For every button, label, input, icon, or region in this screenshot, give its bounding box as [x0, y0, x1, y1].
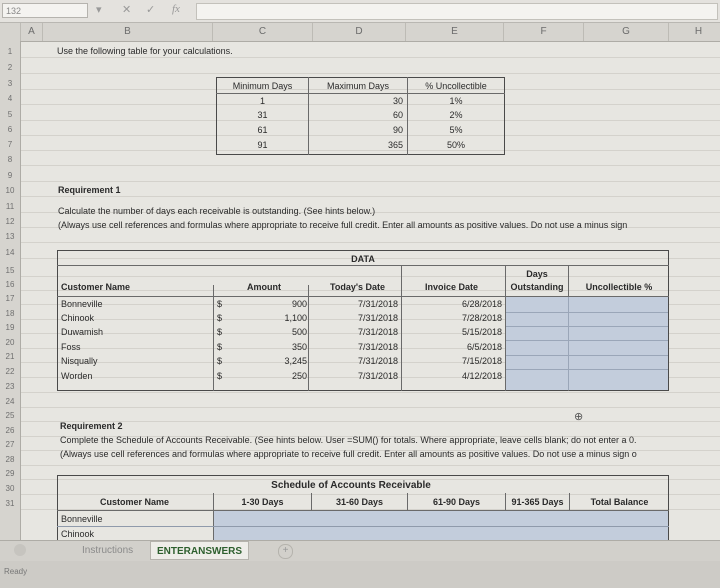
- row-header[interactable]: 13: [5, 232, 15, 241]
- invoice-date-cell[interactable]: 6/5/2018: [466, 342, 502, 352]
- schedule-header-91-365: 91-365 Days: [511, 497, 564, 507]
- currency-symbol[interactable]: $: [217, 371, 223, 381]
- row-header[interactable]: 30: [5, 484, 15, 493]
- column-header-e[interactable]: E: [406, 23, 504, 41]
- customer-name-cell[interactable]: Worden: [61, 371, 93, 381]
- invoice-date-cell[interactable]: 7/15/2018: [461, 356, 502, 366]
- row-header[interactable]: 6: [7, 125, 13, 134]
- amount-cell[interactable]: 500: [291, 327, 307, 337]
- amount-cell[interactable]: 3,245: [284, 356, 307, 366]
- schedule-header-name: Customer Name: [100, 497, 170, 507]
- currency-symbol[interactable]: $: [217, 313, 223, 323]
- today-date-cell[interactable]: 7/31/2018: [357, 356, 398, 366]
- row-header[interactable]: 5: [7, 110, 13, 119]
- column-header-c[interactable]: C: [213, 23, 313, 41]
- days-header-pct: % Uncollectible: [425, 81, 487, 91]
- customer-name-cell[interactable]: Nisqually: [61, 356, 98, 366]
- row-header[interactable]: 9: [7, 171, 13, 180]
- currency-symbol[interactable]: $: [217, 342, 223, 352]
- customer-name-cell[interactable]: Foss: [61, 342, 81, 352]
- days-cell[interactable]: 60: [392, 110, 403, 120]
- req2-title: Requirement 2: [60, 421, 123, 431]
- row-header[interactable]: 11: [5, 202, 15, 211]
- worksheet-grid[interactable]: [21, 42, 720, 540]
- column-header-a[interactable]: A: [21, 23, 43, 41]
- row-header[interactable]: 25: [5, 411, 15, 420]
- today-date-cell[interactable]: 7/31/2018: [357, 313, 398, 323]
- column-header-d[interactable]: D: [313, 23, 406, 41]
- customer-name-cell[interactable]: Duwamish: [61, 327, 104, 337]
- row-header[interactable]: 24: [5, 397, 15, 406]
- amount-cell[interactable]: 1,100: [284, 313, 307, 323]
- data-header-outstanding: Outstanding: [510, 282, 564, 292]
- days-cell[interactable]: 1: [259, 96, 265, 106]
- customer-name-cell[interactable]: Chinook: [61, 313, 95, 323]
- req1-title: Requirement 1: [58, 185, 121, 195]
- row-header[interactable]: 15: [5, 266, 15, 275]
- req2-line1: Complete the Schedule of Accounts Receivable. (See hints below. User =SUM() for totals. Where appropriate, leave cells blank; do not enter a 0.: [60, 435, 637, 445]
- schedule-title: Schedule of Accounts Receivable: [271, 480, 431, 491]
- row-header[interactable]: 18: [5, 309, 15, 318]
- row-header[interactable]: 20: [5, 338, 15, 347]
- add-sheet-icon[interactable]: +: [278, 544, 293, 559]
- schedule-name-cell[interactable]: Chinook: [61, 529, 95, 539]
- req1-line2: (Always use cell references and formulas where appropriate to receive full credit. Enter all amounts as positive values. Do not use a minus sign: [58, 220, 628, 230]
- row-header[interactable]: 1: [7, 47, 13, 56]
- answer-input-area[interactable]: [506, 297, 668, 390]
- row-header[interactable]: 7: [7, 140, 13, 149]
- dropdown-arrow-icon[interactable]: ▾: [96, 4, 102, 16]
- tab-instructions[interactable]: Instructions: [82, 545, 134, 556]
- column-header-g[interactable]: G: [584, 23, 669, 41]
- column-headers: [0, 23, 720, 42]
- data-header-amount: Amount: [247, 282, 281, 292]
- row-header[interactable]: 23: [5, 382, 15, 391]
- invoice-date-cell[interactable]: 5/15/2018: [461, 327, 502, 337]
- row-header[interactable]: 22: [5, 367, 15, 376]
- confirm-check-icon[interactable]: ✓: [146, 4, 156, 16]
- status-text: Ready: [4, 567, 28, 576]
- row-headers: [0, 41, 21, 561]
- row-header[interactable]: 27: [5, 440, 15, 449]
- name-box[interactable]: 132: [2, 3, 88, 18]
- row-header[interactable]: 17: [5, 294, 15, 303]
- row-header[interactable]: 2: [7, 63, 13, 72]
- days-cell[interactable]: 30: [392, 96, 403, 106]
- data-header-days: Days: [526, 269, 548, 279]
- currency-symbol[interactable]: $: [217, 327, 223, 337]
- days-header-min: Minimum Days: [232, 81, 293, 91]
- row-header[interactable]: 29: [5, 469, 15, 478]
- req1-line1: Calculate the number of days each receivable is outstanding. (See hints below.): [58, 206, 376, 216]
- today-date-cell[interactable]: 7/31/2018: [357, 371, 398, 381]
- days-cell[interactable]: 1%: [449, 96, 463, 106]
- days-cell[interactable]: 2%: [449, 110, 463, 120]
- data-header-invoice: Invoice Date: [425, 282, 479, 292]
- schedule-name-cell[interactable]: Bonneville: [61, 514, 103, 524]
- row-header[interactable]: 26: [5, 426, 15, 435]
- row-header[interactable]: 4: [7, 94, 13, 103]
- amount-cell[interactable]: 900: [291, 299, 307, 309]
- row-header[interactable]: 8: [7, 155, 13, 164]
- today-date-cell[interactable]: 7/31/2018: [357, 342, 398, 352]
- function-icon[interactable]: fx: [172, 3, 180, 15]
- today-date-cell[interactable]: 7/31/2018: [357, 299, 398, 309]
- formula-bar: [0, 0, 720, 23]
- column-header-b[interactable]: B: [43, 23, 213, 41]
- row-header[interactable]: 19: [5, 323, 15, 332]
- data-table-title: DATA: [351, 254, 375, 264]
- currency-symbol[interactable]: $: [217, 299, 223, 309]
- days-cell[interactable]: 91: [257, 140, 268, 150]
- data-header-today: Today's Date: [330, 282, 385, 292]
- days-cell[interactable]: 61: [257, 125, 268, 135]
- days-cell[interactable]: 5%: [449, 125, 463, 135]
- row-header[interactable]: 31: [5, 499, 15, 508]
- today-date-cell[interactable]: 7/31/2018: [357, 327, 398, 337]
- status-bar: [0, 561, 720, 588]
- schedule-header-total: Total Balance: [590, 497, 649, 507]
- row-header[interactable]: 16: [5, 280, 15, 289]
- tab-scroll-icon[interactable]: [14, 544, 26, 556]
- invoice-date-cell[interactable]: 6/28/2018: [461, 299, 502, 309]
- sheet-tab-bar: [0, 540, 720, 561]
- row-header[interactable]: 3: [7, 79, 13, 88]
- days-header-max: Maximum Days: [326, 81, 389, 91]
- invoice-date-cell[interactable]: 4/12/2018: [461, 371, 502, 381]
- currency-symbol[interactable]: $: [217, 356, 223, 366]
- cancel-icon[interactable]: ✕: [122, 4, 132, 16]
- req2-line2: (Always use cell references and formulas where appropriate to receive full credit. Enter all amounts as positive values. Do not use a minus sign o: [60, 449, 637, 459]
- days-cell[interactable]: 365: [387, 140, 403, 150]
- column-header-h[interactable]: H: [669, 23, 720, 41]
- invoice-date-cell[interactable]: 7/28/2018: [461, 313, 502, 323]
- amount-cell[interactable]: 350: [291, 342, 307, 352]
- days-cell[interactable]: 50%: [446, 140, 465, 150]
- days-cell[interactable]: 31: [257, 110, 268, 120]
- tab-enteranswers[interactable]: ENTERANSWERS: [150, 541, 249, 560]
- column-header-f[interactable]: F: [504, 23, 584, 41]
- row-header[interactable]: 10: [5, 186, 15, 195]
- schedule-header-31-60: 31-60 Days: [335, 497, 384, 507]
- data-header-uncollectible: Uncollectible %: [585, 282, 653, 292]
- schedule-header-61-90: 61-90 Days: [432, 497, 481, 507]
- row-header[interactable]: 21: [5, 352, 15, 361]
- schedule-header-1-30: 1-30 Days: [241, 497, 284, 507]
- formula-input[interactable]: [196, 3, 718, 20]
- customer-name-cell[interactable]: Bonneville: [61, 299, 103, 309]
- cursor-icon: ⊕: [574, 411, 584, 423]
- row-header[interactable]: 14: [5, 248, 15, 257]
- select-all-corner[interactable]: [0, 23, 21, 41]
- intro-text: Use the following table for your calculations.: [57, 46, 233, 56]
- row-header[interactable]: 12: [5, 217, 15, 226]
- days-cell[interactable]: 90: [392, 125, 403, 135]
- amount-cell[interactable]: 250: [291, 371, 307, 381]
- data-header-name: Customer Name: [61, 282, 131, 292]
- row-header[interactable]: 28: [5, 455, 15, 464]
